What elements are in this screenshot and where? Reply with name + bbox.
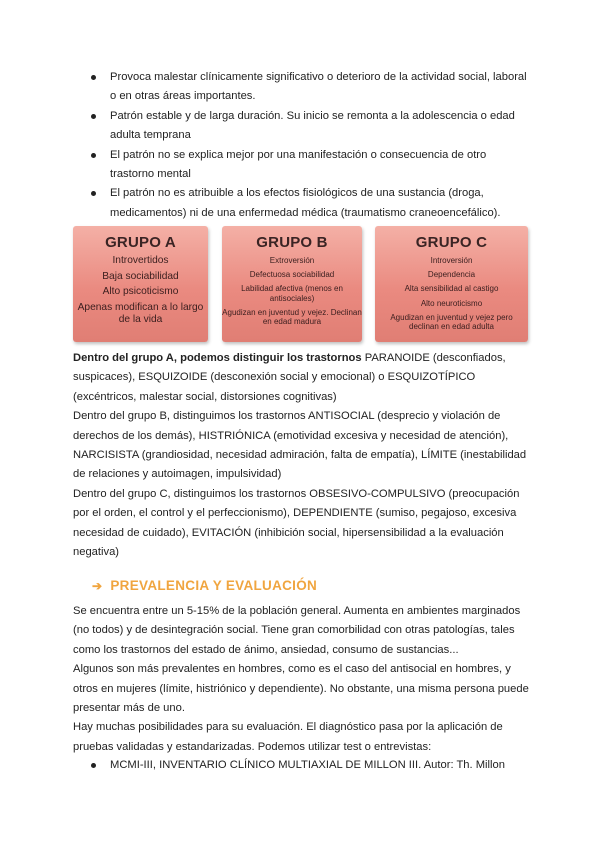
group-a-line: Baja sociabilidad (102, 270, 179, 282)
prevalence-text (73, 602, 533, 757)
group-c-title: GRUPO C (415, 234, 488, 251)
group-b-box (222, 226, 362, 342)
group-a-line: Apenas modifican a lo largo de la vida (77, 302, 204, 325)
arrow-right-icon: ➔ (92, 579, 103, 593)
group-c-line: Alta sensibilidad al castigo (404, 284, 499, 294)
list-item-text: El patrón no es atribuible a los efectos fisiológicos de una sustancia (droga, medicamentos) ni de una enfermedad médica (traumatismo craneoencefálico). (110, 187, 501, 219)
group-c-line: Alto neuroticismo (420, 298, 483, 308)
list-item (88, 146, 528, 185)
group-b-line: Extroversión (269, 256, 315, 265)
paragraph-group-b: Dentro del grupo B, distinguimos los trastornos ANTISOCIAL (desprecio y violación de derechos de los demás), HISTRIÓNICA (emotividad excesiva y necesidad de atención), NARCISISTA (grandiosidad, necesidad admiración, falta de empatía), LÍMITE (inestabilidad de relaciones y autoimagen, impulsividad) (73, 410, 527, 481)
group-a-line: Introvertidos (112, 255, 169, 266)
paragraph-prevalence-1: Se encuentra entre un 5-15% de la población general. Aumenta en ambientes marginados (no todos) y de desintegración social. Tiene gran comorbilidad con otras patologías, tales como los trastornos del estado de ánimo, ansiedad, consumo de sustancias... (73, 605, 521, 656)
list-item (88, 107, 528, 146)
paragraph-group-a-lead: Dentro del grupo A, podemos distinguir los trastornos (73, 352, 362, 364)
groups-diagram (73, 226, 528, 342)
paragraph-group-a (73, 349, 533, 407)
bullet-dot-icon (91, 114, 96, 119)
list-item-text: MCMI-III, INVENTARIO CLÍNICO MULTIAXIAL DE MILLON III. Autor: Th. Millon (110, 759, 505, 771)
list-item-text: Patrón estable y de larga duración. Su inicio se remonta a la adolescencia o edad adulta temprana (110, 109, 515, 142)
bullet-dot-icon (91, 191, 96, 196)
paragraph-prevalence-3: Hay muchas posibilidades para su evaluación. El diagnóstico pasa por la aplicación de pruebas validadas y estandarizadas. Podemos utilizar test o entrevistas: (73, 721, 503, 753)
criteria-list (88, 68, 528, 223)
group-b-line: Labilidad afectiva (menos en antisociales) (241, 284, 343, 303)
paragraph-group-a-body: PARANOIDE (desconfiados, suspicaces), ESQUIZOIDE (desconexión social y emocional) o ESQUIZOTÍPICO (excéntricos, malestar social, distorsiones cognitivas) (73, 352, 506, 403)
bullet-dot-icon (91, 763, 96, 768)
group-c-line: Dependencia (427, 270, 476, 280)
section-heading-text: PREVALENCIA Y EVALUACIÓN (110, 578, 318, 593)
list-item-text: Provoca malestar clínicamente significativo o deterioro de la actividad social, laboral o en otras áreas importantes. (110, 71, 527, 103)
group-a-box (73, 226, 208, 342)
section-heading (92, 578, 317, 593)
paragraph-prevalence-2: Algunos son más prevalentes en hombres, como es el caso del antisocial en hombres, y otros en mujeres (límite, histriónico y dependiente). No obstante, una misma persona puede presentar más de uno. (73, 663, 529, 715)
bullet-dot-icon (91, 75, 96, 80)
group-c-box (375, 226, 528, 342)
group-b-line: Agudizan en juventud y vejez. Declinan en edad madura (222, 307, 362, 326)
bullet-dot-icon (91, 153, 96, 158)
list-item (88, 68, 528, 107)
group-b-title: GRUPO B (256, 234, 328, 251)
group-c-line: Agudizan en juventud y vejez pero declinan en edad adulta (390, 312, 513, 331)
group-c-line: Introversión (430, 256, 473, 265)
paragraph-group-c: Dentro del grupo C, distinguimos los trastornos OBSESIVO-COMPULSIVO (preocupación por el orden, el control y el perfeccionismo), DEPENDIENTE (sumiso, pegajoso, excesiva necesidad de cuidado), EVITACIÓN (inhibición social, hipersensibilidad a la evaluación negativa) (73, 487, 520, 559)
group-a-title: GRUPO A (105, 234, 176, 251)
list-item (88, 184, 528, 223)
list-item (88, 756, 528, 775)
groups-description (73, 349, 533, 562)
group-a-line: Alto psicoticismo (102, 286, 179, 298)
list-item-text: El patrón no se explica mejor por una manifestación o consecuencia de otro trastorno mental (110, 148, 487, 181)
tests-list (88, 756, 528, 775)
group-b-line: Defectuosa sociabilidad (249, 270, 335, 280)
